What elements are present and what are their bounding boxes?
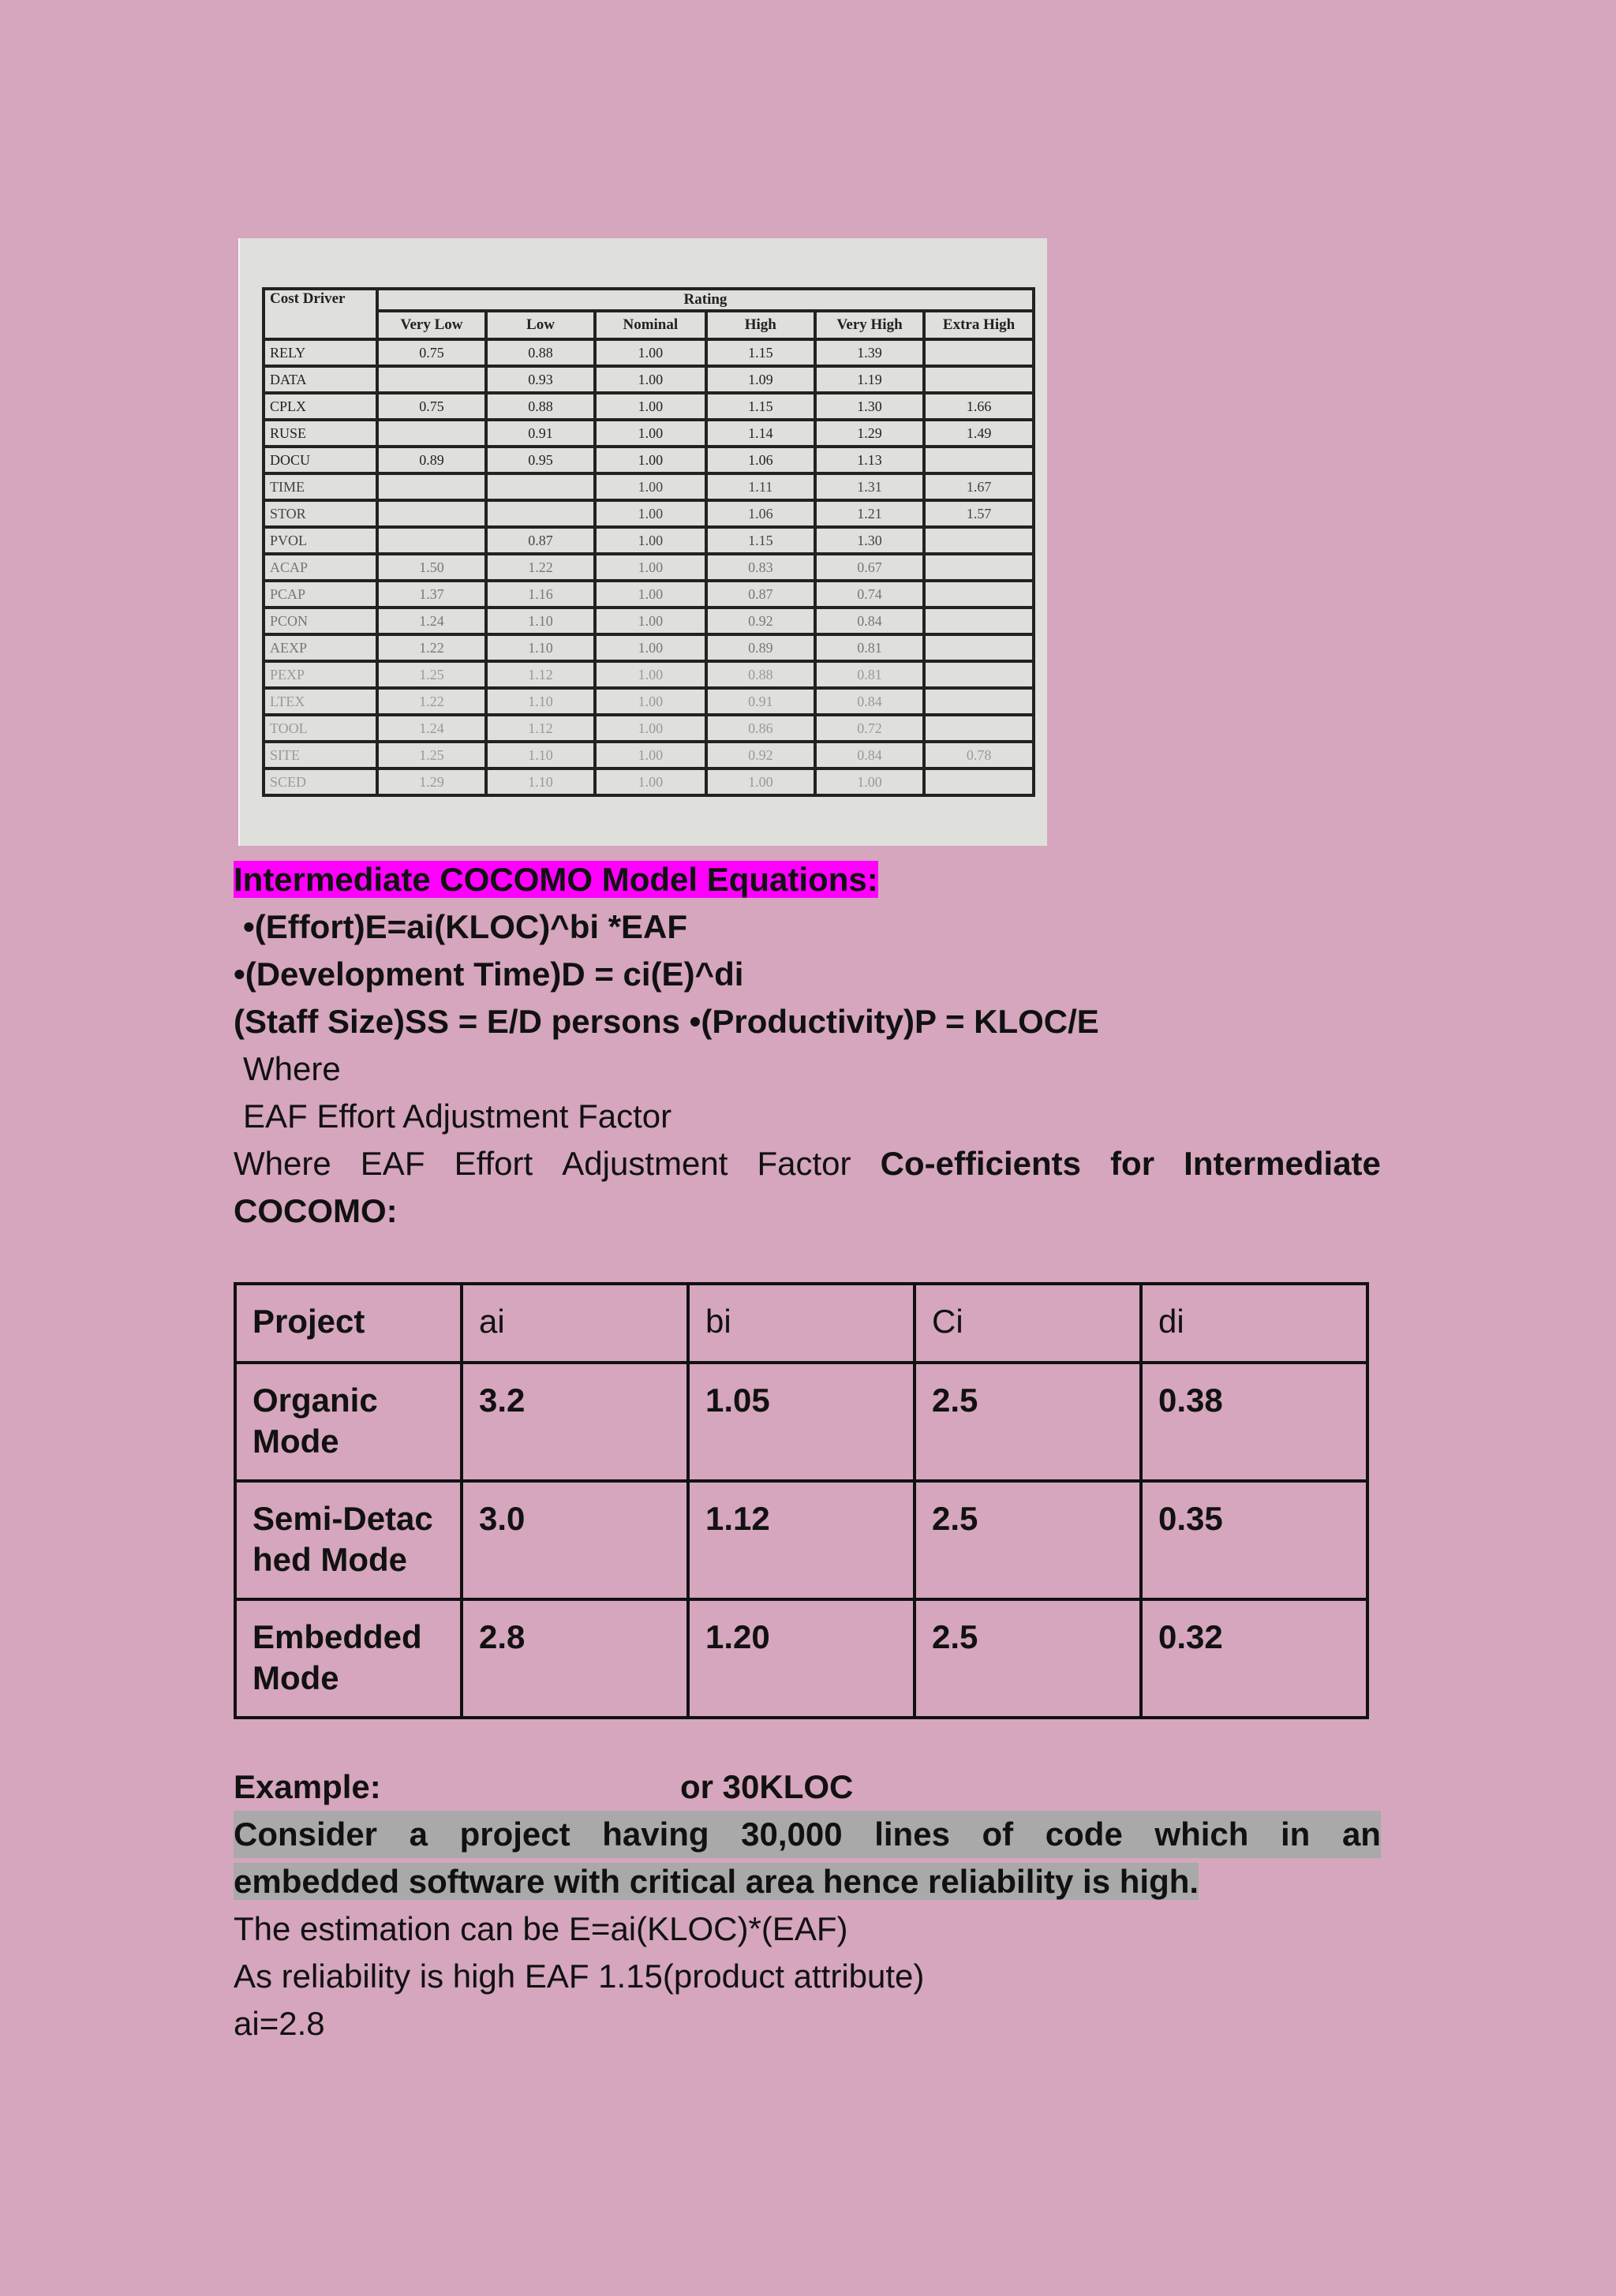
- cost-driver-value: 1.16: [486, 581, 595, 608]
- table-row: [264, 715, 1034, 742]
- coef-ai: 2.8: [462, 1599, 688, 1718]
- word: a: [409, 1815, 428, 1853]
- cost-driver-name: AEXP: [264, 634, 377, 661]
- example-label: Example:: [234, 1768, 381, 1805]
- table-row: [235, 1363, 1367, 1481]
- word: lines: [874, 1815, 950, 1853]
- equations-heading: Intermediate COCOMO Model Equations:: [234, 861, 878, 898]
- cost-driver-name: RUSE: [264, 420, 377, 447]
- coef-di: 0.32: [1141, 1599, 1367, 1718]
- cost-driver-value: 1.29: [377, 768, 486, 795]
- cost-driver-value: [924, 581, 1034, 608]
- cost-driver-value: 0.84: [815, 688, 924, 715]
- table-row: [264, 768, 1034, 795]
- cost-driver-value: 0.86: [706, 715, 815, 742]
- example-line-1: [234, 1811, 1381, 1858]
- rating-header: Rating: [377, 289, 1034, 311]
- cost-driver-value: 1.21: [815, 500, 924, 527]
- coef-ai: 3.0: [462, 1481, 688, 1599]
- cost-driver-value: 0.83: [706, 554, 815, 581]
- table-row: [264, 447, 1034, 473]
- cost-driver-name: DOCU: [264, 447, 377, 473]
- cost-driver-name: CPLX: [264, 393, 377, 420]
- word: which: [1154, 1815, 1249, 1853]
- cost-driver-value: [924, 527, 1034, 554]
- cost-driver-value: 0.91: [486, 420, 595, 447]
- cost-driver-value: 0.87: [486, 527, 595, 554]
- cost-driver-header: Cost Driver: [264, 289, 377, 339]
- cost-driver-value: 1.25: [377, 742, 486, 768]
- cost-driver-value: [377, 366, 486, 393]
- cost-driver-value: 1.00: [595, 473, 706, 500]
- example-line-2: embedded software with critical area hence reliability is high.: [234, 1863, 1199, 1900]
- word: Intermediate: [1184, 1145, 1381, 1182]
- cost-driver-value: 1.15: [706, 527, 815, 554]
- coef-ci: 2.5: [915, 1599, 1141, 1718]
- cost-driver-value: 1.00: [595, 554, 706, 581]
- coef-ci: 2.5: [915, 1481, 1141, 1599]
- cost-driver-value: 1.10: [486, 608, 595, 634]
- cost-driver-name: PVOL: [264, 527, 377, 554]
- word: Consider: [234, 1815, 378, 1853]
- cost-driver-value: 1.00: [595, 366, 706, 393]
- cost-driver-value: 1.24: [377, 608, 486, 634]
- table-row: [264, 554, 1034, 581]
- word: an: [1341, 1815, 1381, 1853]
- table-row: [264, 661, 1034, 688]
- cost-driver-value: 1.00: [595, 393, 706, 420]
- word: Co-efficients: [880, 1145, 1081, 1182]
- cost-driver-value: 1.00: [595, 768, 706, 795]
- cost-driver-value: 0.81: [815, 661, 924, 688]
- cost-driver-value: [377, 500, 486, 527]
- table-row: [264, 366, 1034, 393]
- cost-driver-value: [924, 608, 1034, 634]
- cost-driver-value: 0.81: [815, 634, 924, 661]
- effort-equation: •(Effort)E=ai(KLOC)^bi *EAF: [243, 908, 688, 945]
- cost-driver-value: 1.22: [377, 688, 486, 715]
- cost-driver-name: PCON: [264, 608, 377, 634]
- coefficients-intro-line: [234, 1140, 1381, 1187]
- cost-driver-value: 1.50: [377, 554, 486, 581]
- cost-driver-value: 1.09: [706, 366, 815, 393]
- cost-driver-value: 1.00: [595, 688, 706, 715]
- cost-driver-value: 0.88: [486, 339, 595, 366]
- cost-driver-value: 1.00: [706, 768, 815, 795]
- cost-driver-value: 0.95: [486, 447, 595, 473]
- word: of: [982, 1815, 1014, 1853]
- cost-driver-value: 1.10: [486, 742, 595, 768]
- cost-driver-name: SITE: [264, 742, 377, 768]
- cost-driver-value: 1.00: [815, 768, 924, 795]
- cost-driver-value: 0.84: [815, 742, 924, 768]
- cost-driver-value: 0.78: [924, 742, 1034, 768]
- coef-header-project: Project: [235, 1284, 462, 1363]
- cost-driver-value: [924, 768, 1034, 795]
- coef-ci: 2.5: [915, 1363, 1141, 1481]
- cost-driver-value: 1.30: [815, 393, 924, 420]
- table-row: [264, 688, 1034, 715]
- cost-driver-value: 1.10: [486, 634, 595, 661]
- coef-project: Semi-Detached Mode: [235, 1481, 462, 1599]
- coef-bi: 1.12: [688, 1481, 915, 1599]
- table-row: [264, 473, 1034, 500]
- cost-driver-value: 1.37: [377, 581, 486, 608]
- coef-project: Embedded Mode: [235, 1599, 462, 1718]
- cost-driver-name: PEXP: [264, 661, 377, 688]
- cost-driver-value: 0.72: [815, 715, 924, 742]
- cost-driver-value: 1.13: [815, 447, 924, 473]
- word: EAF: [360, 1145, 425, 1182]
- coef-di: 0.35: [1141, 1481, 1367, 1599]
- cost-driver-value: 1.22: [377, 634, 486, 661]
- table-row: [235, 1599, 1367, 1718]
- cost-driver-value: 1.67: [924, 473, 1034, 500]
- cost-driver-name: RELY: [264, 339, 377, 366]
- cost-driver-table: [262, 287, 1035, 797]
- cost-driver-name: ACAP: [264, 554, 377, 581]
- ai-value: ai=2.8: [234, 2005, 325, 2042]
- cost-driver-value: 0.75: [377, 339, 486, 366]
- table-row: [264, 393, 1034, 420]
- table-row: [264, 742, 1034, 768]
- kloc-note: or 30KLOC: [680, 1768, 854, 1805]
- cost-driver-value: [924, 715, 1034, 742]
- word: project: [459, 1815, 570, 1853]
- cost-driver-value: [377, 527, 486, 554]
- word: Factor: [757, 1145, 851, 1182]
- cost-driver-value: 1.00: [595, 608, 706, 634]
- cost-driver-value: 0.84: [815, 608, 924, 634]
- cost-driver-value: 1.00: [595, 742, 706, 768]
- coef-project: Organic Mode: [235, 1363, 462, 1481]
- cost-driver-value: 1.12: [486, 715, 595, 742]
- table-row: [235, 1481, 1367, 1599]
- cost-driver-value: 1.15: [706, 339, 815, 366]
- cost-driver-value: 1.10: [486, 768, 595, 795]
- cost-driver-value: [377, 420, 486, 447]
- cost-driver-value: 0.89: [377, 447, 486, 473]
- cost-driver-value: 1.00: [595, 420, 706, 447]
- reliability-note: As reliability is high EAF 1.15(product attribute): [234, 1958, 925, 1995]
- cost-driver-value: 1.00: [595, 527, 706, 554]
- cost-driver-value: 1.00: [595, 661, 706, 688]
- cost-driver-value: [924, 661, 1034, 688]
- coef-header-di: di: [1141, 1284, 1367, 1363]
- cost-driver-value: 1.00: [595, 500, 706, 527]
- cost-driver-value: 1.25: [377, 661, 486, 688]
- cost-driver-value: 0.89: [706, 634, 815, 661]
- cost-driver-name: TOOL: [264, 715, 377, 742]
- cost-driver-value: 1.49: [924, 420, 1034, 447]
- cost-driver-value: 0.92: [706, 608, 815, 634]
- cost-driver-value: 1.66: [924, 393, 1034, 420]
- word: code: [1045, 1815, 1123, 1853]
- cost-driver-value: [924, 554, 1034, 581]
- word: Adjustment: [562, 1145, 728, 1182]
- cost-driver-value: [924, 447, 1034, 473]
- coef-header-ai: ai: [462, 1284, 688, 1363]
- cost-driver-value: [924, 339, 1034, 366]
- word: for: [1110, 1145, 1155, 1182]
- cost-driver-value: 1.24: [377, 715, 486, 742]
- word: Where: [234, 1145, 331, 1182]
- word: in: [1281, 1815, 1311, 1853]
- cost-driver-value: 1.31: [815, 473, 924, 500]
- estimation-formula: The estimation can be E=ai(KLOC)*(EAF): [234, 1910, 848, 1947]
- cost-driver-value: 1.00: [595, 339, 706, 366]
- cost-driver-name: STOR: [264, 500, 377, 527]
- cost-driver-value: 0.67: [815, 554, 924, 581]
- table-row: [264, 527, 1034, 554]
- word: having: [602, 1815, 709, 1853]
- cost-driver-value: [377, 473, 486, 500]
- eaf-definition: EAF Effort Adjustment Factor: [243, 1098, 672, 1135]
- cost-driver-value: 0.88: [706, 661, 815, 688]
- coef-bi: 1.20: [688, 1599, 915, 1718]
- cost-driver-value: 0.92: [706, 742, 815, 768]
- cost-driver-value: 1.06: [706, 447, 815, 473]
- table-row: [264, 581, 1034, 608]
- cost-driver-value: 1.11: [706, 473, 815, 500]
- cost-driver-value: 1.22: [486, 554, 595, 581]
- cost-driver-value: 1.14: [706, 420, 815, 447]
- where-label: Where: [243, 1050, 341, 1087]
- cost-driver-value: 1.29: [815, 420, 924, 447]
- table-row: [264, 608, 1034, 634]
- coef-ai: 3.2: [462, 1363, 688, 1481]
- cost-driver-value: 1.39: [815, 339, 924, 366]
- cost-driver-value: 0.75: [377, 393, 486, 420]
- cost-driver-value: 1.06: [706, 500, 815, 527]
- cost-driver-value: 0.87: [706, 581, 815, 608]
- cost-driver-value: [486, 500, 595, 527]
- cost-driver-value: [924, 688, 1034, 715]
- rating-column-header: Very High: [815, 311, 924, 339]
- rating-column-header: High: [706, 311, 815, 339]
- coefficients-table: [234, 1282, 1369, 1719]
- cost-driver-table-image: [238, 238, 1047, 846]
- cost-driver-value: [924, 366, 1034, 393]
- cost-driver-value: 1.30: [815, 527, 924, 554]
- cost-driver-name: LTEX: [264, 688, 377, 715]
- cost-driver-value: 1.12: [486, 661, 595, 688]
- development-time-equation: •(Development Time)D = ci(E)^di: [234, 955, 744, 993]
- table-row: [264, 420, 1034, 447]
- table-row: [264, 500, 1034, 527]
- rating-column-header: Nominal: [595, 311, 706, 339]
- cost-driver-value: 0.91: [706, 688, 815, 715]
- coef-bi: 1.05: [688, 1363, 915, 1481]
- cost-driver-value: 0.74: [815, 581, 924, 608]
- cost-driver-value: 1.10: [486, 688, 595, 715]
- cocomo-label: COCOMO:: [234, 1192, 398, 1229]
- word: Effort: [454, 1145, 533, 1182]
- cost-driver-name: PCAP: [264, 581, 377, 608]
- cost-driver-value: 1.00: [595, 581, 706, 608]
- cost-driver-value: [924, 634, 1034, 661]
- rating-column-header: Extra High: [924, 311, 1034, 339]
- cost-driver-name: TIME: [264, 473, 377, 500]
- coef-di: 0.38: [1141, 1363, 1367, 1481]
- cost-driver-value: 1.57: [924, 500, 1034, 527]
- coef-header-ci: Ci: [915, 1284, 1141, 1363]
- word: 30,000: [741, 1815, 843, 1853]
- cost-driver-value: 1.00: [595, 447, 706, 473]
- cost-driver-name: SCED: [264, 768, 377, 795]
- cost-driver-value: 1.00: [595, 715, 706, 742]
- cost-driver-name: DATA: [264, 366, 377, 393]
- staff-productivity-equation: (Staff Size)SS = E/D persons •(Productivity)P = KLOC/E: [234, 1003, 1099, 1040]
- cost-driver-value: 0.88: [486, 393, 595, 420]
- coef-header-bi: bi: [688, 1284, 915, 1363]
- cost-driver-value: [486, 473, 595, 500]
- rating-column-header: Very Low: [377, 311, 486, 339]
- table-row: [264, 634, 1034, 661]
- cost-driver-value: 1.19: [815, 366, 924, 393]
- rating-column-header: Low: [486, 311, 595, 339]
- cost-driver-value: 1.00: [595, 634, 706, 661]
- cost-driver-value: 0.93: [486, 366, 595, 393]
- table-row: [264, 339, 1034, 366]
- cost-driver-value: 1.15: [706, 393, 815, 420]
